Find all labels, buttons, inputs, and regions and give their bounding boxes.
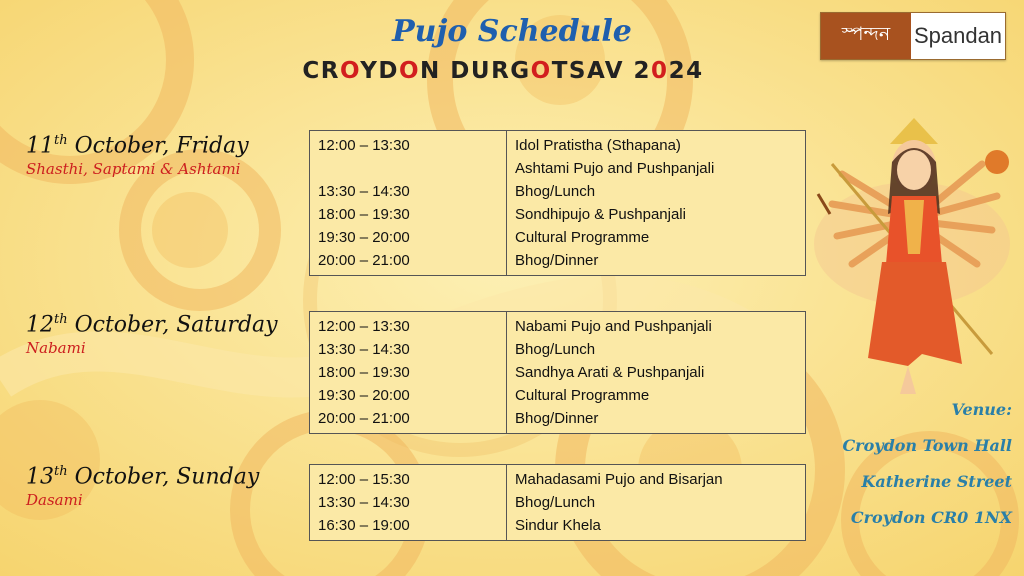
time-cell: 13:30 – 14:30: [310, 491, 507, 514]
time-cell: 12:00 – 15:30: [310, 465, 507, 492]
day-number: 12: [26, 312, 54, 338]
schedule-table-day-3: [309, 464, 806, 541]
day-heading: [26, 306, 316, 359]
time-cell: 12:00 – 13:30: [310, 131, 507, 158]
time-cell: 20:00 – 21:00: [310, 407, 507, 434]
day-suffix: th: [54, 133, 68, 148]
time-cell: 19:30 – 20:00: [310, 384, 507, 407]
time-cell: 13:30 – 14:30: [310, 180, 507, 203]
event-name: [0, 56, 1024, 86]
day-title: [26, 306, 316, 339]
event-name-part: CR: [302, 58, 340, 84]
logo-bengali-text: স্পন্দন: [821, 13, 911, 59]
schedule-table-day-2: [309, 311, 806, 434]
event-cell: Sindur Khela: [515, 517, 601, 534]
day-heading: [26, 458, 316, 511]
day-heading: [26, 127, 316, 180]
table-row: [310, 249, 806, 276]
event-cell: Bhog/Dinner: [515, 252, 599, 269]
event-cell: Ashtami Pujo and Pushpanjali: [515, 160, 715, 177]
venue-line: Katherine Street: [861, 472, 1012, 491]
time-cell: [310, 157, 507, 180]
table-row: [310, 226, 806, 249]
table-row: [310, 157, 806, 180]
day-suffix: th: [54, 312, 68, 327]
event-cell: Bhog/Lunch: [515, 341, 596, 358]
day-suffix: th: [54, 464, 68, 479]
day-number: 13: [26, 464, 54, 490]
venue-line: Croydon Town Hall: [842, 436, 1012, 455]
logo-latin-text: Spandan: [913, 23, 1003, 48]
day-title: [26, 127, 316, 160]
venue-block: [842, 392, 1012, 536]
event-name-part: O: [340, 58, 361, 84]
table-row: [310, 338, 806, 361]
event-name-part: N DURG: [420, 58, 531, 84]
venue-label: Venue:: [951, 400, 1012, 419]
event-cell: Mahadasami Pujo and Bisarjan: [515, 471, 723, 488]
table-row: [310, 361, 806, 384]
time-cell: 12:00 – 13:30: [310, 312, 507, 339]
venue-line: Croydon CR0 1NX: [850, 508, 1012, 527]
table-row: [310, 203, 806, 226]
event-cell: Sandhya Arati & Pushpanjali: [515, 364, 705, 381]
event-cell: Cultural Programme: [515, 229, 650, 246]
day-number: 11: [26, 133, 54, 159]
table-row: [310, 407, 806, 434]
time-cell: 20:00 – 21:00: [310, 249, 507, 276]
table-row: [310, 465, 806, 492]
day-date-text: October, Saturday: [67, 312, 278, 338]
page-title: Pujo Schedule: [392, 14, 632, 49]
day-date-text: October, Sunday: [67, 464, 260, 490]
time-cell: 13:30 – 14:30: [310, 338, 507, 361]
event-cell: Sondhipujo & Pushpanjali: [515, 206, 686, 223]
event-name-part: 0: [651, 58, 669, 84]
event-name-part: TSAV 2: [551, 58, 652, 84]
table-row: [310, 384, 806, 407]
event-name-part: O: [530, 58, 552, 84]
table-row: [310, 514, 806, 541]
table-row: [310, 131, 806, 158]
table-row: [310, 491, 806, 514]
event-cell: Bhog/Lunch: [515, 494, 596, 511]
day-subtitle: Nabami: [26, 339, 86, 358]
schedule-table-day-1: [309, 130, 806, 276]
time-cell: 16:30 – 19:00: [310, 514, 507, 541]
day-date-text: October, Friday: [67, 133, 249, 159]
event-cell: Bhog/Lunch: [515, 183, 596, 200]
time-cell: 18:00 – 19:30: [310, 203, 507, 226]
event-cell: Bhog/Dinner: [515, 410, 599, 427]
event-name-part: O: [398, 58, 421, 84]
event-cell: Idol Pratistha (Sthapana): [515, 137, 681, 154]
table-row: [310, 180, 806, 203]
day-subtitle: Dasami: [26, 491, 83, 510]
day-subtitle: Shasthi, Saptami & Ashtami: [26, 160, 241, 179]
spandan-logo: [820, 12, 1006, 60]
durga-goddess-illustration: [812, 104, 1024, 404]
table-row: [310, 312, 806, 339]
time-cell: 18:00 – 19:30: [310, 361, 507, 384]
event-name-part: 24: [668, 58, 704, 84]
event-name-part: YD: [360, 58, 399, 84]
event-cell: Cultural Programme: [515, 387, 650, 404]
time-cell: 19:30 – 20:00: [310, 226, 507, 249]
day-title: [26, 458, 316, 491]
event-cell: Nabami Pujo and Pushpanjali: [515, 318, 712, 335]
